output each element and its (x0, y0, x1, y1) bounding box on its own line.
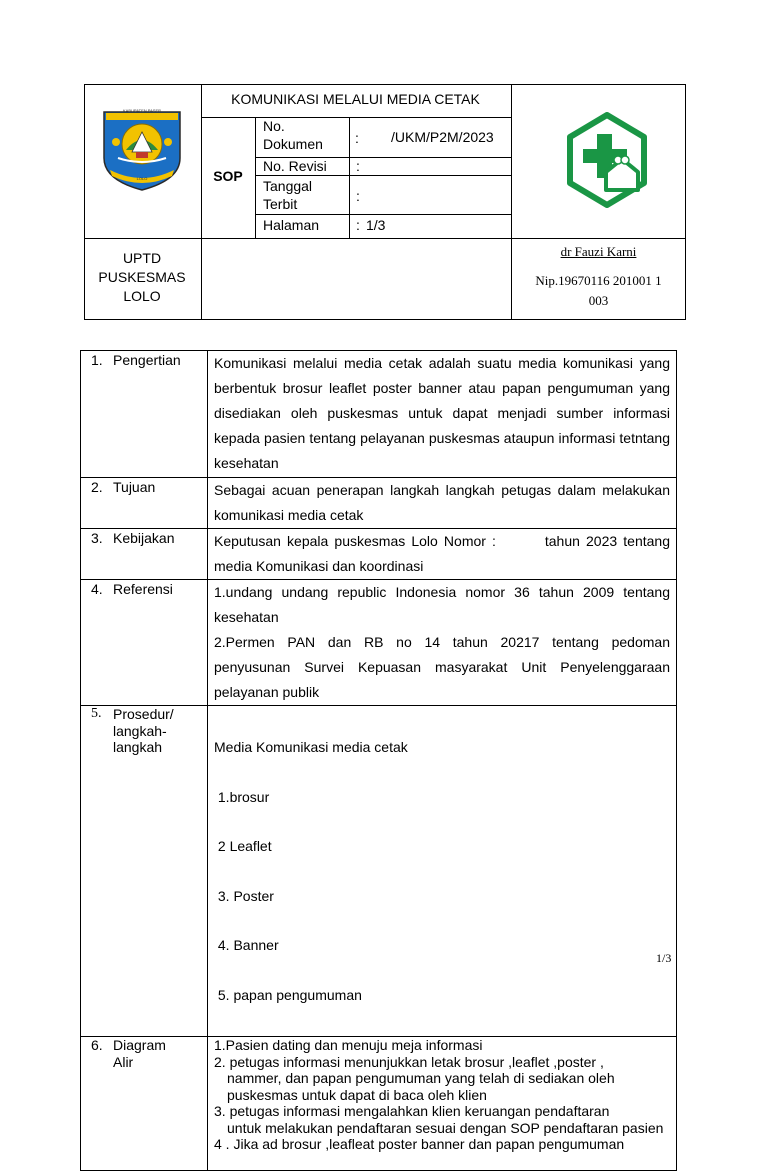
list-item: 1.undang undang republic Indonesia nomor 36 tahun 2009 tentang kesehatan (214, 584, 670, 625)
table-row (81, 529, 677, 580)
list-item: Media Komunikasi media cetak (214, 739, 408, 755)
page-number: 1/3 (656, 951, 672, 965)
section-text-kebijakan: Keputusan kepala puskesmas Lolo Nomor : tahun 2023 tentang media Komunikasi dan koordinasi (208, 529, 677, 580)
field-value-no-dokumen: /UKM/P2M/2023 (391, 129, 494, 145)
table-row (81, 1037, 677, 1171)
section-label-pengertian: 1. Pengertian (81, 351, 208, 478)
table-row (81, 351, 677, 478)
sop-label: SOP (213, 168, 243, 184)
field-label-no-dokumen: No. Dokumen (263, 118, 323, 152)
field-value-halaman: 1/3 (366, 217, 386, 233)
section-text-diagram-alir (208, 1037, 677, 1171)
signer-nip: Nip.19670116 201001 1 003 (535, 273, 662, 308)
section-label-diagram-alir: 6. Diagram Alir (81, 1037, 208, 1171)
document-title: KOMUNIKASI MELALUI MEDIA CETAK (231, 91, 480, 107)
table-row (81, 478, 677, 529)
list-item: 1.brosur (214, 788, 270, 805)
section-text-prosedur (208, 706, 677, 1037)
section-label-tujuan: 2. Tujuan (81, 478, 208, 529)
sop-content-table (80, 350, 677, 1171)
signer-name: dr Fauzi Karni (560, 244, 637, 259)
table-row (81, 580, 677, 706)
list-item: 1.Pasien dating dan menuju meja informasi (214, 1037, 483, 1053)
list-item: 4. Banner (214, 937, 279, 953)
list-item: untuk melakukan pendaftaran sesuai dengan SOP pendaftaran pasien (227, 1119, 664, 1136)
section-label-prosedur: 5. Prosedur/ langkah- langkah (81, 706, 208, 1037)
list-item: 3. Poster (214, 887, 274, 904)
list-item: 2 Leaflet (214, 838, 272, 854)
section-label-kebijakan: 3. Kebijakan (81, 529, 208, 580)
field-colon-no-dokumen: : (355, 130, 359, 146)
table-row (81, 706, 677, 1037)
field-colon-tanggal-terbit: : (356, 188, 360, 204)
section-text-pengertian: Komunikasi melalui media cetak adalah suatu media komunikasi yang berbentuk brosur leaflet poster banner atau papan pengumuman yang disediakan oleh puskesmas untuk dapat menjadi sumber informasi kepada pasien tentang pelayanan puskesmas ataupun informasi tetntang kesehatan (208, 351, 677, 478)
field-label-halaman: Halaman (263, 217, 320, 233)
list-item: 2.Permen PAN dan RB no 14 tahun 20217 tentang pedoman penyusunan Survei Kepuasan masyarakat Unit Penyelenggaraan pelayanan publik (214, 634, 670, 700)
list-item: nammer, dan papan pengumuman yang telah di sediakan oleh puskesmas untuk dapat di baca oleh klien (227, 1070, 615, 1103)
field-colon-halaman: : (356, 217, 360, 233)
field-colon-no-revisi: : (356, 158, 360, 174)
field-label-tanggal-terbit: Tanggal Terbit (263, 178, 313, 212)
organization-name: UPTD PUSKESMAS LOLO (98, 250, 186, 304)
puskesmas-logo (566, 112, 648, 208)
field-label-no-revisi: No. Revisi (263, 158, 327, 174)
list-item: 2. petugas informasi menunjukkan letak brosur ,leaflet ,poster , (214, 1053, 604, 1070)
list-item: 4 . Jika ad brosur ,leafleat poster banner dan papan pengumuman (214, 1136, 625, 1152)
section-text-tujuan: Sebagai acuan penerapan langkah langkah petugas dalam melakukan komunikasi media cetak (208, 478, 677, 529)
list-item: 3. petugas informasi mengalahkan klien keruangan pendaftaran (214, 1103, 610, 1119)
emblem-bottom-text: LOLO (136, 176, 148, 181)
list-item: 5. papan pengumuman (214, 986, 362, 1003)
section-label-referensi: 4. Referensi (81, 580, 208, 706)
section-text-referensi (208, 580, 677, 706)
emblem-top-text: KABUPATEN PASER (122, 108, 161, 113)
